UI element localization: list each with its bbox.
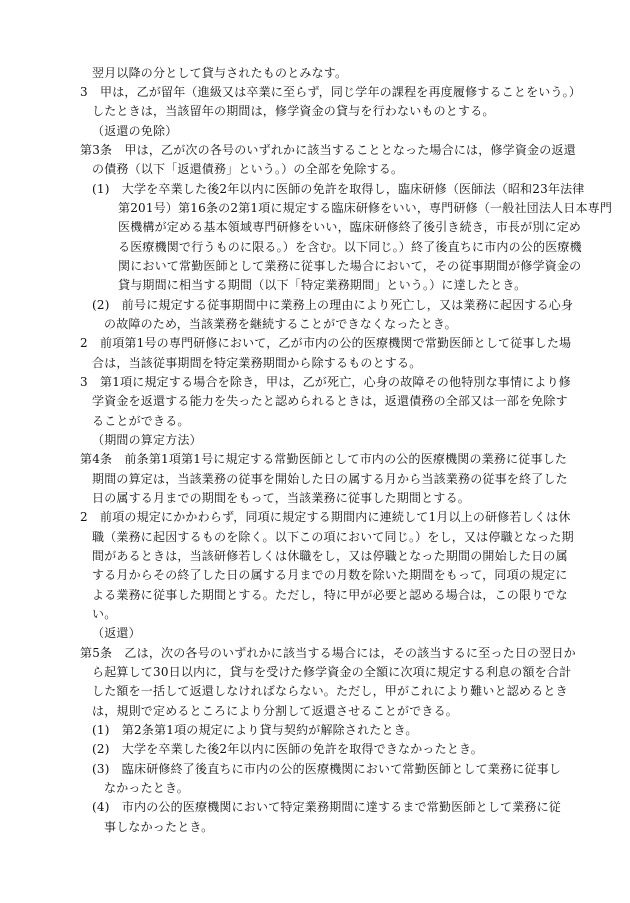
text-line: の故障のため，当該業務を継続することができなくなったとき。 [104,317,457,331]
list-item: (1) 第2条第1項の規定により貸与契約が解除されたとき。 [92,723,418,737]
text-line: する月からその終了した日の属する月までの月数を除いた期間をもって，同項の規定に [92,568,568,582]
text-line: 合は，当該従事期間を特定業務期間から除するものとする。 [92,356,422,370]
text-line: 学資金を返還する能力を失ったと認められるときは，返還債務の全部又は一部を免除す [92,394,568,408]
text-line: したときは，当該留年の期間は，修学資金の貸与を行わないものとする。 [92,104,495,118]
text-line: 3 第1項に規定する場合を除き，甲は，乙が死亡，心身の故障その他特別な事情により修 [80,375,571,389]
text-line: なかったとき。 [104,781,189,795]
text-line: 2 前項の規定にかかわらず，同項に規定する期間内に連続して1月以上の研修若しくは休 [80,510,571,524]
text-line: 職（業務に起因するものを除く。以下この項において同じ。）をし，又は停職となった期 [92,530,574,544]
list-item: (2) 大学を卒業した後2年以内に医師の免許を取得できなかったとき。 [92,742,483,756]
text-line: ら起算して30日以内に，貸与を受けた修学資金の全額に次項に規定する利息の額を合計 [92,665,572,679]
text-line: は，規則で定めるところにより分割して返還させることができる。 [92,704,459,718]
text-line: 間があるときは，当該研修若しくは休職をし，又は停職となった期間の開始した日の属 [92,549,568,563]
section-heading: （期間の算定方法） [92,433,202,447]
text-line: 貸与期間に相当する期間（以下「特定業務期間」という。）に達したとき。 [118,278,527,292]
list-item: (2) 前号に規定する従事期間中に業務上の理由により死亡し，又は業務に起因する心身 [92,298,574,312]
text-line: よる業務に従事した期間とする。ただし，特に甲が必要と認める場合は，この限りでな [92,588,568,602]
text-line: 3 甲は，乙が留年（進級又は卒業に至らず，同じ学年の課程を再度履修することをいう。） [80,85,582,99]
text-line: 期間の算定は，当該業務の従事を開始した日の属する月から当該業務の従事を終了した [92,472,568,486]
article-heading: 第5条 乙は，次の各号のいずれかに該当する場合には，その該当するに至った日の翌日か [80,646,576,660]
text-line: る医療機関で行うものに限る。）を含む。以下同じ。）終了後直ちに市内の公的医療機 [118,240,582,254]
text-line: の債務（以下「返還債務」という。）の全部を免除する。 [92,162,404,176]
text-line: 関において常勤医師として業務に従事した場合において，その従事期間が修学資金の [118,259,582,273]
text-line: した額を一括して返還しなければならない。ただし，甲がこれにより難いと認めるとき [92,684,568,698]
section-heading: （返還） [92,626,141,640]
text-line: 翌月以降の分として貸与されたものとみなす。 [92,66,348,80]
list-item: (4) 市内の公的医療機関において特定業務期間に達するまで常勤医師として業務に従 [92,800,562,814]
text-line: 日の属する月までの期間をもって，当該業務に従事した期間とする。 [92,491,470,505]
section-heading: （返還の免除） [92,124,178,138]
list-item: (3) 臨床研修終了後直ちに市内の公的医療機関において常勤医師として業務に従事し [92,762,562,776]
text-line: 第201号）第16条の2第1項に規定する臨床研修をいい，専門研修（一般社団法人日本専門 [118,201,613,215]
article-heading: 第3条 甲は，乙が次の各号のいずれかに該当することとなった場合には，修学資金の返還 [80,143,576,157]
text-line: ることができる。 [92,414,190,428]
article-heading: 第4条 前条第1項第1号に規定する常勤医師として市内の公的医療機関の業務に従事した [80,452,568,466]
text-line: 2 前項第1号の専門研修において，乙が市内の公的医療機関で常勤医師として従事した場 [80,336,572,350]
text-line: 医機構が定める基本領域専門研修をいい，臨床研修終了後引き続き，市長が別に定め [118,220,582,234]
list-item: (1) 大学を卒業した後2年以内に医師の免許を取得し，臨床研修（医師法（昭和23年法律 [92,182,585,196]
text-line: い。 [92,607,117,621]
text-line: 事しなかったとき。 [104,820,214,834]
